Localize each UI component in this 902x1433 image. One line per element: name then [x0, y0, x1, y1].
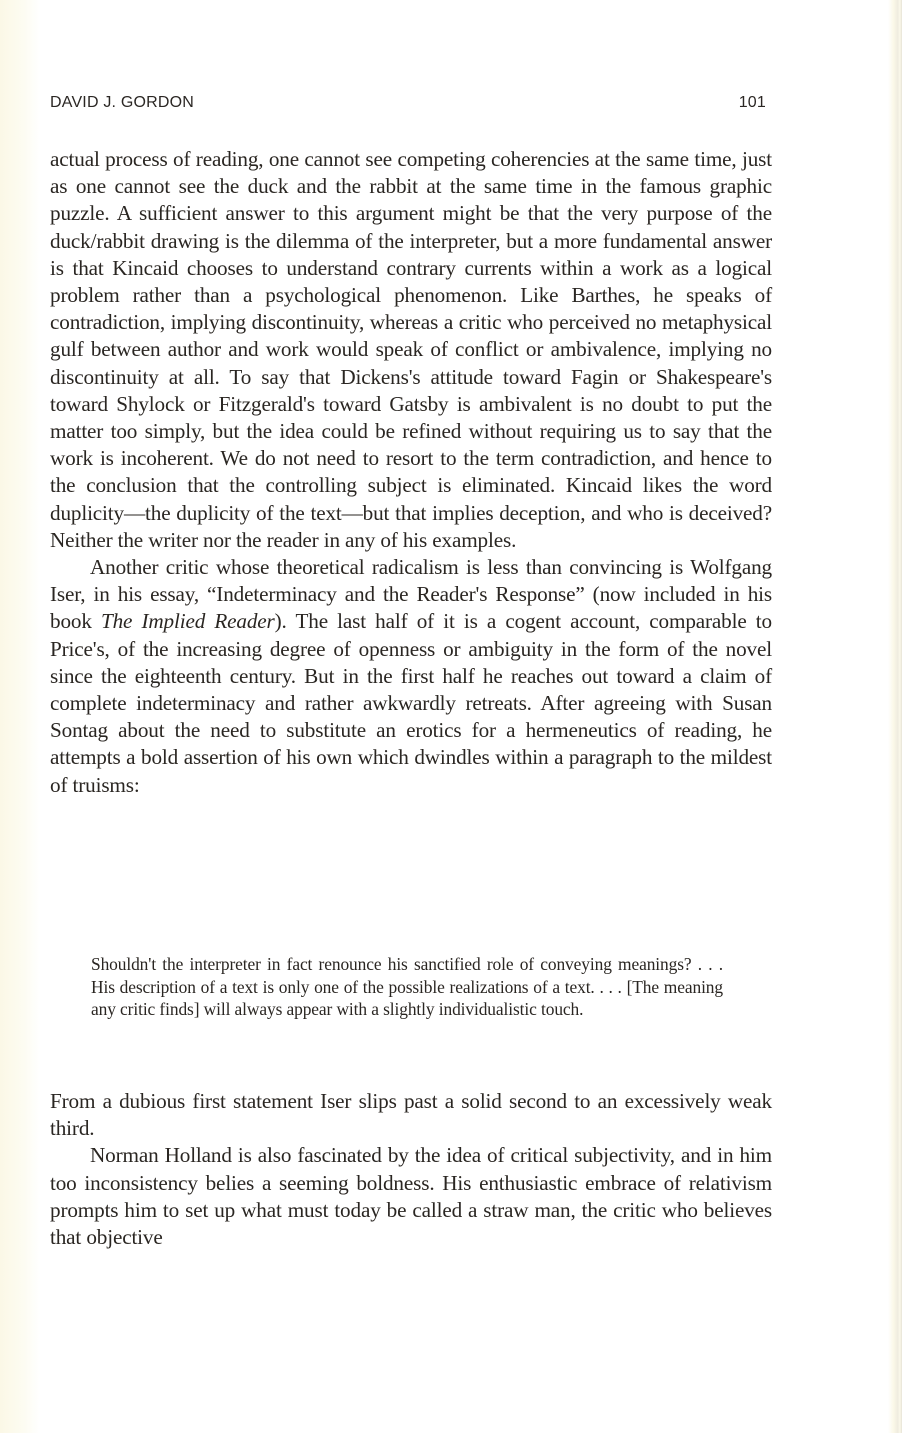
paragraph-iser-text-a: Another critic whose theoretical radicalism is less than convincing is Wolfgang Iser, in his essay, “Indeterminacy and the Reader's Response” (now included in his book: [50, 555, 772, 634]
page-gutter-shadow: [0, 0, 40, 1433]
paragraph-kincaid: actual process of reading, one cannot see competing coherencies at the same time, just as one cannot see the duck and the rabbit at the same time in the famous graphic puzzle. A sufficient answer to this argument might be that the very purpose of the duck/rabbit drawing is the dilemma of the interpreter, but a more fundamental answer is that Kincaid chooses to understand contrary currents within a work as a logical problem rather than a psychological phenomenon. Like Barthes, he speaks of contradiction, implying discontinuity, whereas a critic who perceived no metaphysical gulf between author and work would speak of conflict or ambivalence, implying no discontinuity at all. To say that Dickens's attitude toward Fagin or Shakespeare's toward Shylock or Fitzgerald's toward Gatsby is ambivalent is no doubt to put the matter too simply, but the idea could be refined without requiring us to say that the work is incoherent. We do not need to resort to the term contradiction, and hence to the conclusion that the controlling subject is eliminated. Kincaid likes the word duplicity—the duplicity of the text—but that implies deception, and who is deceived? Neither the writer nor the reader in any of his examples.: [50, 147, 772, 552]
block-quote: [91, 953, 723, 1021]
paragraph-holland: Norman Holland is also fascinated by the idea of critical subjectivity, and in him too inconsistency belies a seeming boldness. His enthusiastic embrace of relativism prompts him to set up what must today be called a straw man, the critic who believes that objective: [50, 1143, 772, 1250]
body-text-upper: [50, 146, 772, 799]
page-edge: [888, 0, 902, 1433]
block-quote-text: Shouldn't the interpreter in fact renounce his sanctified role of conveying meanings? . . . His description of a text is only one of the possible realizations of a text. . . . [The meaning any critic finds] will always appear with a slightly individualistic touch.: [91, 954, 723, 1020]
paragraph-iser: [50, 554, 772, 799]
running-head: [50, 94, 766, 112]
page-number: 101: [738, 94, 766, 111]
paragraph-iser-verdict: From a dubious first statement Iser slips past a solid second to an excessively weak third.: [50, 1089, 772, 1141]
author-name: DAVID J. GORDON: [50, 94, 195, 111]
paragraph-iser-text-b: ). The last half of it is a cogent account, comparable to Price's, of the increasing degree of openness or ambiguity in the form of the novel since the eighteenth century. But in the first half he reaches out toward a claim of complete indeterminacy and rather awkwardly retreats. After agreeing with Susan Sontag about the need to substitute an erotics for a hermeneutics of reading, he attempts a bold assertion of his own which dwindles within a paragraph to the mildest of truisms:: [50, 609, 772, 797]
body-text-lower: [50, 1088, 772, 1251]
book-title: The Implied Reader: [100, 609, 275, 634]
